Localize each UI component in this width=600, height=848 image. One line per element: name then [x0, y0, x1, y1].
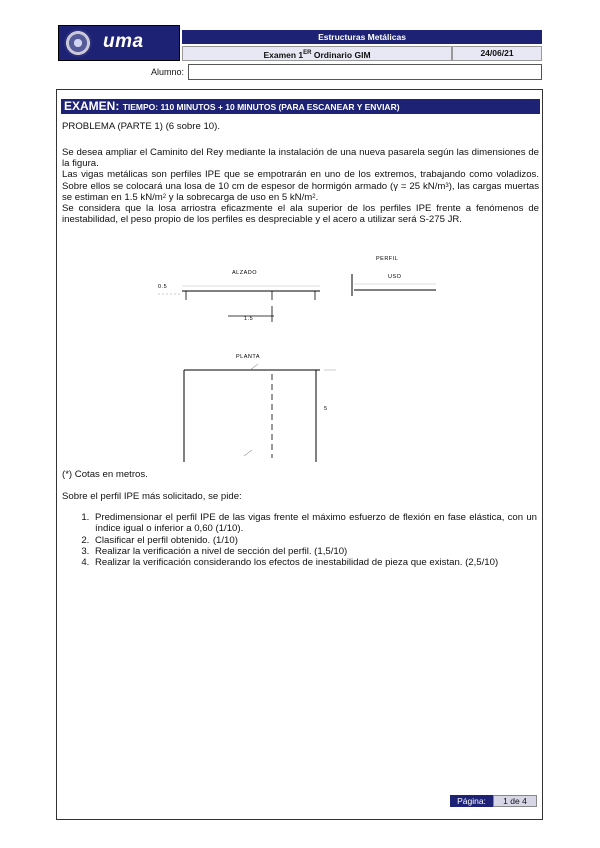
- student-name-field[interactable]: [188, 64, 542, 80]
- student-label: Alumno:: [150, 67, 184, 77]
- figure-label-uso: USO: [388, 274, 402, 280]
- figure-note: (*) Cotas en metros.: [62, 469, 148, 480]
- questions-intro: Sobre el perfil IPE más solicitado, se pide:: [62, 491, 242, 502]
- figure-dim-left: 0.5: [158, 284, 168, 290]
- questions-list: [62, 512, 537, 568]
- question-item: 3. Realizar la verificación a nivel de sección del perfil. (1,5/10): [92, 546, 537, 557]
- logo-text: uma: [103, 31, 144, 52]
- figure-label-perfil: PERFIL: [376, 256, 399, 262]
- exam-heading: EXAMEN:: [64, 99, 120, 113]
- paragraph-3: Se considera que la losa arriostra eficazmente el ala superior de los perfiles IPE frente a fenómenos de inestabilidad, el peso propio de los perfiles es despreciable y el acero a utilizar será S-275 JR.: [62, 203, 539, 226]
- figure-label-planta: PLANTA: [236, 354, 260, 360]
- exam-time-info: TIEMPO: 110 MINUTOS + 10 MINUTOS (PARA ESCANEAR Y ENVIAR): [122, 102, 400, 112]
- planta-view: [184, 364, 336, 462]
- problem-title: PROBLEMA (PARTE 1) (6 sobre 10).: [62, 121, 220, 132]
- exam-date: 24/06/21: [452, 46, 542, 61]
- question-item: 4. Realizar la verificación considerando los efectos de inestabilidad de pieza que existan. (2,5/10): [92, 557, 537, 568]
- figure-label-alzado: ALZADO: [232, 270, 258, 276]
- course-title: Estructuras Metálicas: [182, 30, 542, 44]
- university-emblem-icon: [64, 29, 92, 57]
- structure-figure: [140, 250, 460, 470]
- exam-title: Examen 1ER Ordinario GIM: [182, 46, 452, 61]
- paragraph-1: Se desea ampliar el Caminito del Rey mediante la instalación de una nueva pasarela según las dimensiones de la figura.: [62, 147, 539, 170]
- page-number: 1 de 4: [493, 795, 537, 807]
- uma-logo: [58, 25, 180, 61]
- question-item: 2. Clasificar el perfil obtenido. (1/10): [92, 535, 537, 546]
- paragraph-2: Las vigas metálicas son perfiles IPE que se empotrarán en uno de los extremos, trabajando como voladizos. Sobre ellos se colocará una losa de 10 cm de espesor de hormigón armado (γ = 25 $kN/m^3$), las cargas muertas se estiman en 1.5 $kN/m^2$ y la sobrecarga de uso en 5 $kN/m^2$.: [62, 169, 540, 203]
- question-item: 1. Predimensionar el perfil IPE de las vigas frente el máximo esfuerzo de flexión en fase elástica, con un índice igual o inferior a 0,60 (1/10).: [92, 512, 537, 535]
- alzado-view: [158, 286, 320, 322]
- figure-dim-bottom: 1.5: [244, 316, 254, 322]
- figure-dim-side: 5: [324, 406, 328, 412]
- page-label: Página:: [450, 795, 493, 807]
- exam-title-bar: [61, 99, 540, 114]
- problem-statement: [62, 147, 539, 225]
